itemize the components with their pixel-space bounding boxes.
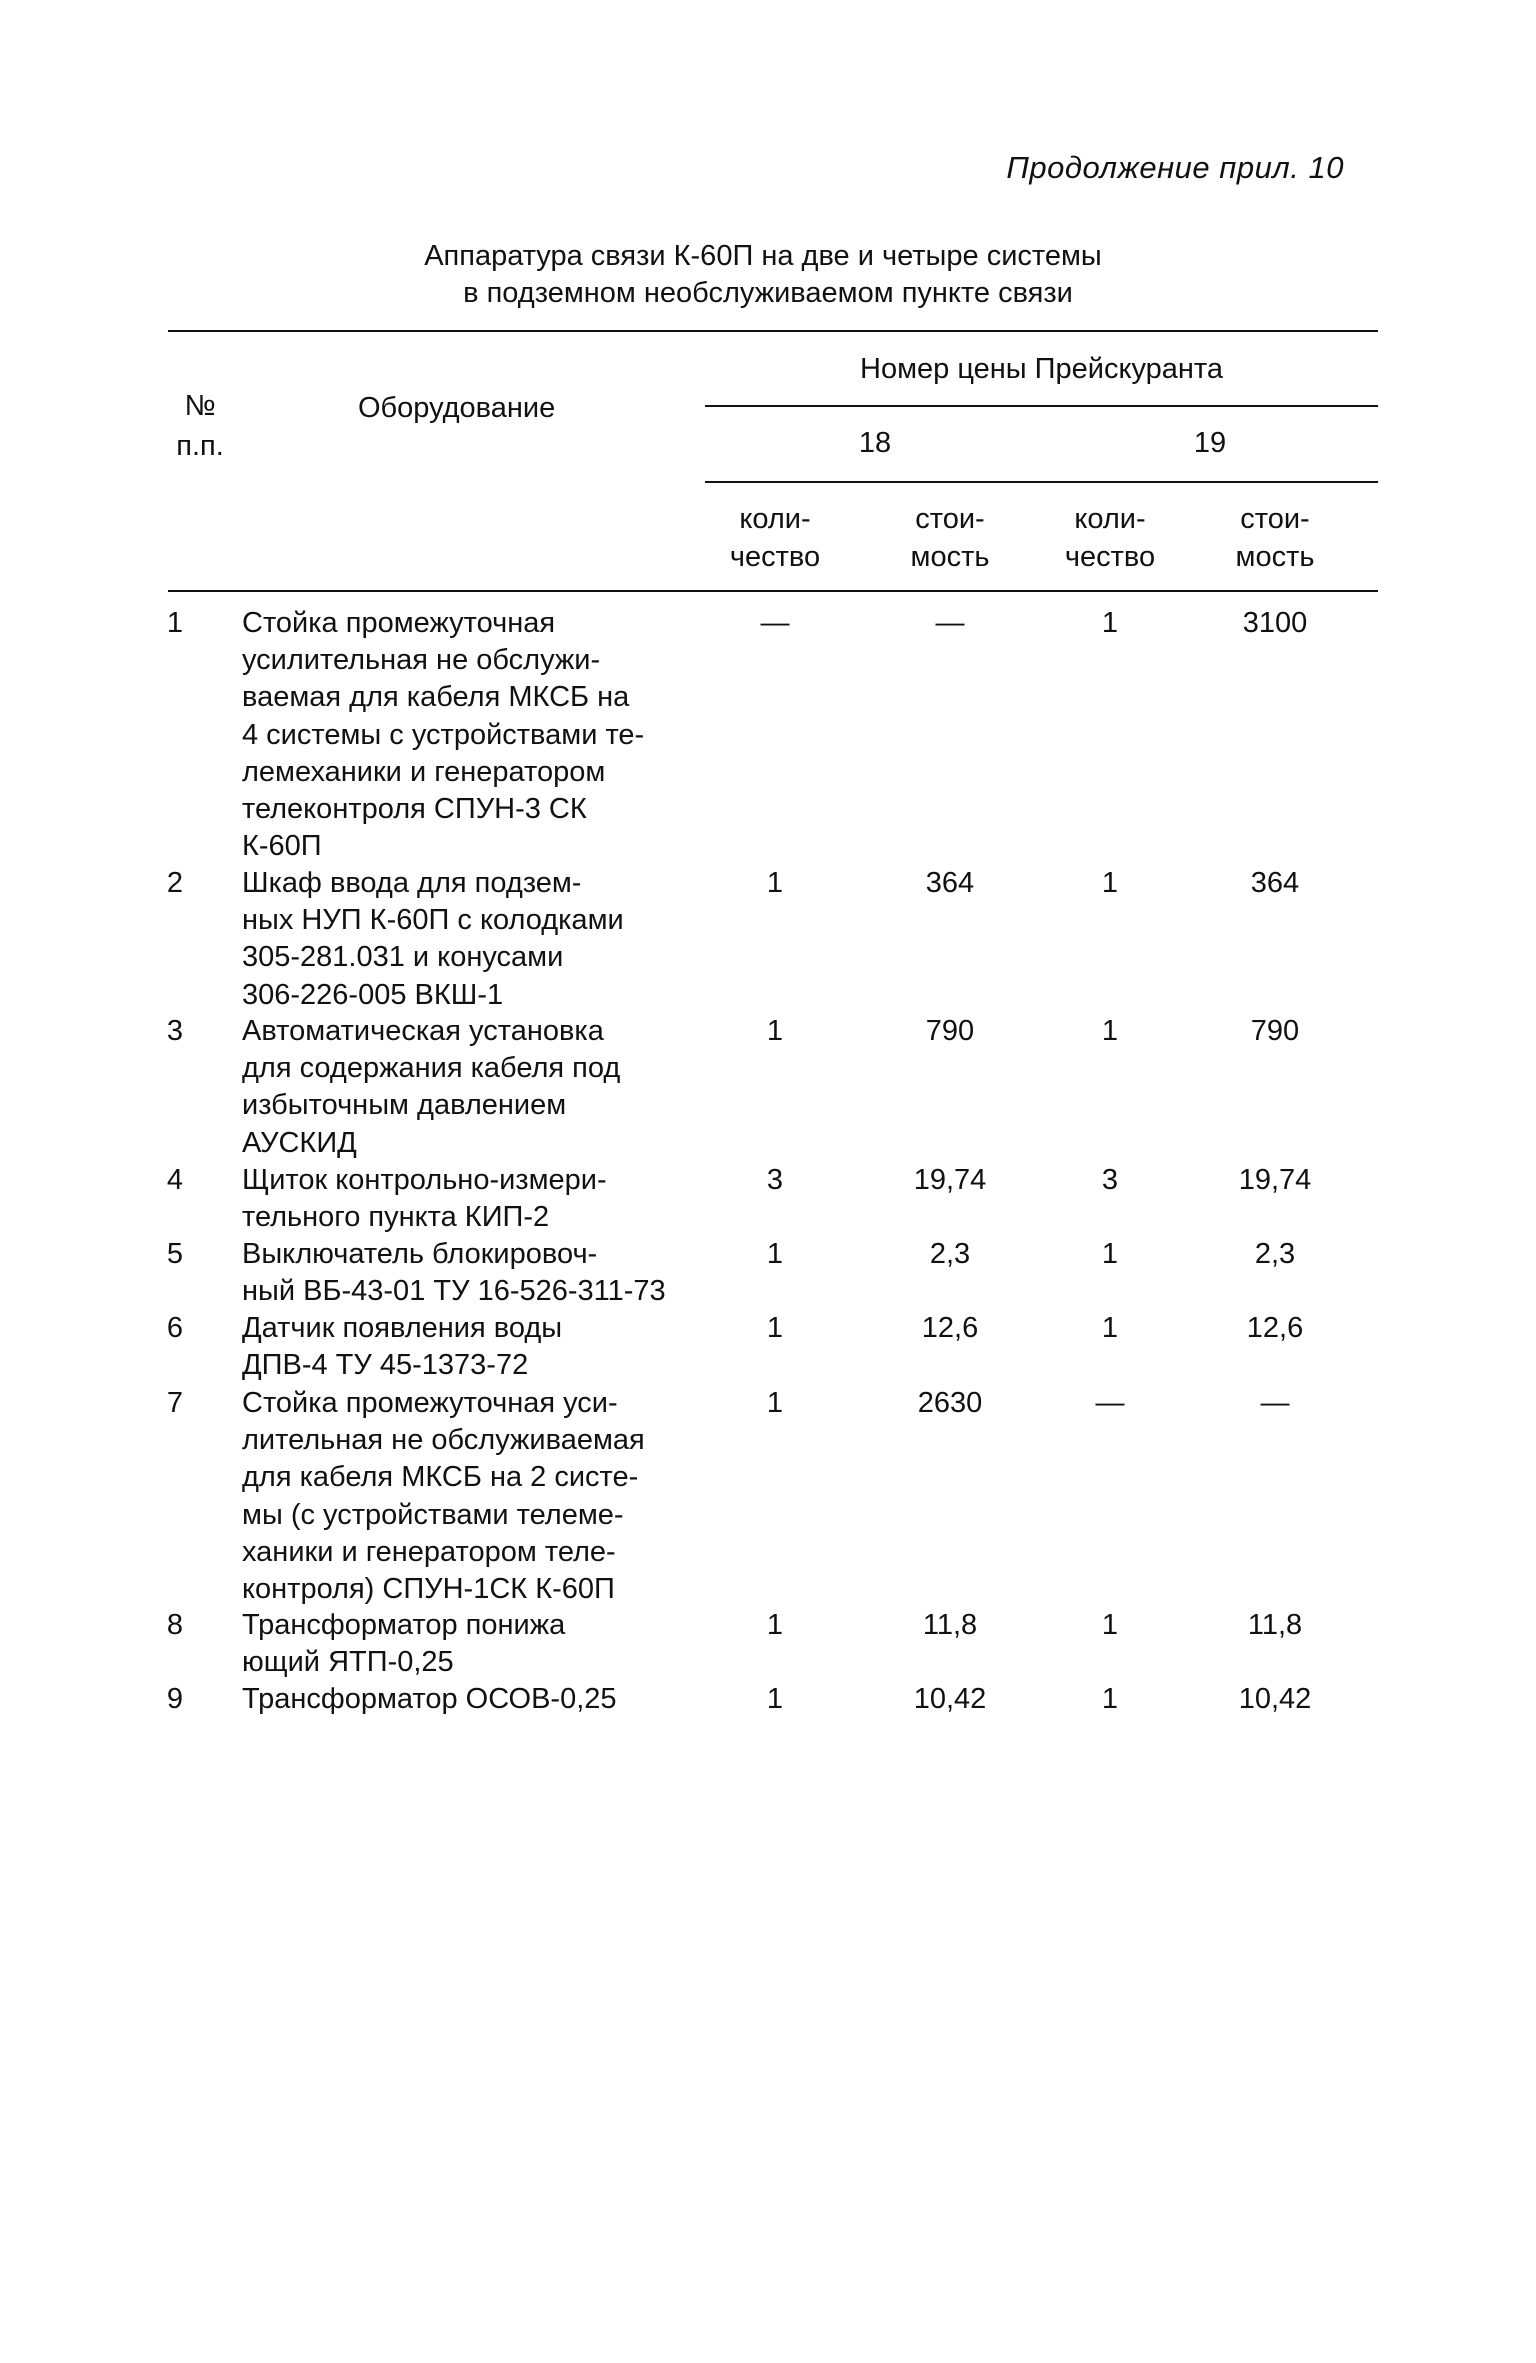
row-qty-19: 3 bbox=[1101, 1164, 1119, 1196]
row-number: 8 bbox=[166, 1609, 184, 1641]
header-price-19: 19 bbox=[1193, 427, 1227, 459]
table-title bbox=[0, 238, 1536, 312]
header-num-pp bbox=[160, 425, 240, 467]
row-qty-18: — bbox=[760, 607, 790, 639]
row-cost-19: 3100 bbox=[1242, 607, 1308, 639]
header-num-line2: п.п. bbox=[176, 430, 224, 462]
header-price-group: Номер цены Прейскуранта bbox=[860, 353, 1223, 385]
row-cost-19: — bbox=[1260, 1387, 1290, 1419]
header-bottom-rule bbox=[168, 590, 1378, 592]
row-qty-19: 1 bbox=[1101, 1015, 1119, 1047]
row-number: 2 bbox=[166, 867, 184, 899]
row-qty-18: 1 bbox=[766, 867, 784, 899]
row-cost-18: 19,74 bbox=[913, 1164, 987, 1196]
row-qty-18: 1 bbox=[766, 1609, 784, 1641]
header-qty-19-line2: чество bbox=[1064, 541, 1156, 573]
row-cost-19: 2,3 bbox=[1254, 1238, 1296, 1270]
header-equipment: Оборудование bbox=[358, 392, 556, 424]
row-equipment: Стойка промежуточная усилительная не обслужи- ваемая для кабеля МКСБ на 4 системы с устройствами те- лемеханики и генератором телеконтроля СПУН-3 СК К-60П bbox=[242, 607, 645, 863]
continuation-note: Продолжение прил. 10 bbox=[1006, 150, 1344, 185]
row-cost-18: 790 bbox=[925, 1015, 975, 1047]
row-qty-18: 1 bbox=[766, 1387, 784, 1419]
row-qty-18: 1 bbox=[766, 1683, 784, 1715]
row-number: 4 bbox=[166, 1164, 184, 1196]
row-qty-18: 3 bbox=[766, 1164, 784, 1196]
row-cost-18: 12,6 bbox=[921, 1312, 979, 1344]
row-number: 9 bbox=[166, 1683, 184, 1715]
header-qty-19-line1: коли- bbox=[1074, 503, 1146, 535]
title-line-2: в подземном необслуживаемом пункте связи bbox=[463, 277, 1073, 309]
row-cost-19: 19,74 bbox=[1238, 1164, 1312, 1196]
row-equipment: Стойка промежуточная уси- лительная не обслуживаемая для кабеля МКСБ на 2 систе- мы (с устройствами телеме- ханики и генератором теле- контроля) СПУН-1СК К-60П bbox=[242, 1387, 645, 1606]
row-cost-18: 11,8 bbox=[922, 1609, 978, 1641]
row-cost-19: 790 bbox=[1250, 1015, 1300, 1047]
row-number: 7 bbox=[166, 1387, 184, 1419]
row-qty-19: 1 bbox=[1101, 1609, 1119, 1641]
row-equipment: Шкаф ввода для подзем- ных НУП К-60П с колодками 305-281.031 и конусами 306-226-005 ВКШ-1 bbox=[242, 867, 624, 1011]
row-qty-18: 1 bbox=[766, 1312, 784, 1344]
header-qty-18-line1: коли- bbox=[739, 503, 811, 535]
row-equipment: Выключатель блокировоч- ный ВБ-43-01 ТУ 16-526-311-73 bbox=[242, 1238, 666, 1308]
row-cost-18: 2630 bbox=[917, 1387, 983, 1419]
row-qty-18: 1 bbox=[766, 1238, 784, 1270]
title-line-1: Аппаратура связи К-60П на две и четыре системы bbox=[424, 240, 1102, 272]
row-equipment: Щиток контрольно-измери- тельного пункта КИП-2 bbox=[242, 1164, 607, 1234]
row-number: 3 bbox=[166, 1015, 184, 1047]
header-cost-19-line2: мость bbox=[1235, 541, 1315, 573]
row-number: 1 bbox=[166, 607, 184, 639]
row-qty-19: 1 bbox=[1101, 1683, 1119, 1715]
header-cost-18 bbox=[890, 500, 1010, 576]
row-qty-19: — bbox=[1095, 1387, 1125, 1419]
table-top-rule bbox=[168, 330, 1378, 332]
row-number: 6 bbox=[166, 1312, 184, 1344]
row-number: 5 bbox=[166, 1238, 184, 1270]
header-cost-19 bbox=[1215, 500, 1335, 576]
row-qty-19: 1 bbox=[1101, 1312, 1119, 1344]
header-cost-18-line1: стои- bbox=[915, 503, 985, 535]
row-cost-19: 364 bbox=[1250, 867, 1300, 899]
row-qty-19: 1 bbox=[1101, 867, 1119, 899]
row-equipment: Автоматическая установка для содержания кабеля под избыточным давлением АУСКИД bbox=[242, 1015, 621, 1159]
row-cost-18: — bbox=[935, 607, 965, 639]
header-qty-19 bbox=[1050, 500, 1170, 576]
row-cost-19: 12,6 bbox=[1246, 1312, 1304, 1344]
header-num bbox=[160, 385, 240, 427]
header-cost-18-line2: мость bbox=[910, 541, 990, 573]
price-group-rule bbox=[705, 405, 1378, 407]
header-qty-18 bbox=[715, 500, 835, 576]
header-qty-18-line2: чество bbox=[729, 541, 821, 573]
header-num-line1: № bbox=[184, 390, 216, 422]
row-qty-19: 1 bbox=[1101, 1238, 1119, 1270]
row-equipment: Трансформатор понижа ющий ЯТП-0,25 bbox=[242, 1609, 566, 1679]
row-equipment: Трансформатор ОСОВ-0,25 bbox=[242, 1683, 617, 1715]
row-cost-18: 364 bbox=[925, 867, 975, 899]
header-cost-19-line1: стои- bbox=[1240, 503, 1310, 535]
price-number-rule bbox=[705, 481, 1378, 483]
row-qty-19: 1 bbox=[1101, 607, 1119, 639]
row-cost-18: 2,3 bbox=[929, 1238, 971, 1270]
row-cost-18: 10,42 bbox=[913, 1683, 987, 1715]
header-price-18: 18 bbox=[858, 427, 892, 459]
row-qty-18: 1 bbox=[766, 1015, 784, 1047]
row-cost-19: 11,8 bbox=[1247, 1609, 1303, 1641]
row-equipment: Датчик появления воды ДПВ-4 ТУ 45-1373-72 bbox=[242, 1312, 563, 1382]
row-cost-19: 10,42 bbox=[1238, 1683, 1312, 1715]
